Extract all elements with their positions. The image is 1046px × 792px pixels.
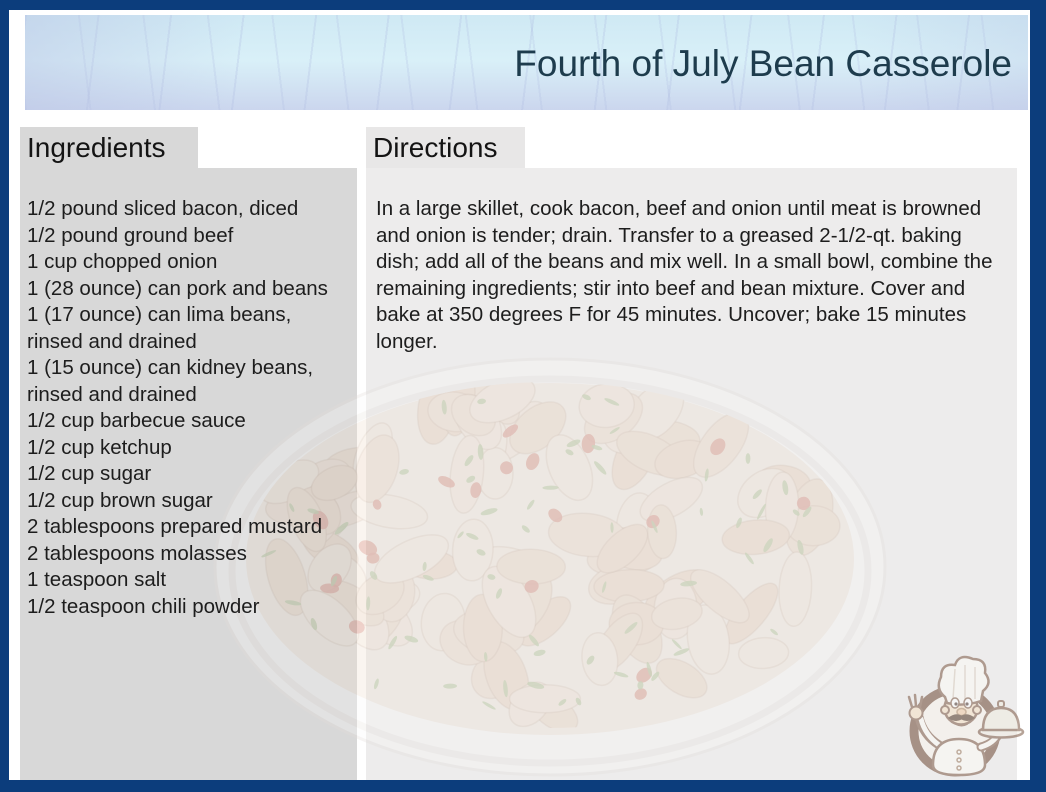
- ingredient-item: 2 tablespoons molasses: [27, 541, 247, 565]
- ingredients-list: [20, 196, 343, 620]
- ingredient-item: 1/2 teaspoon chili powder: [27, 594, 260, 618]
- ingredient-item: 1/2 cup sugar: [27, 462, 152, 485]
- ingredient-item: 1/2 pound sliced bacon, diced: [27, 197, 299, 220]
- ingredient-item: 1/2 cup barbecue sauce: [27, 409, 246, 432]
- page-title: Fourth of July Bean Casserole: [514, 43, 1012, 84]
- ingredient-item: 1 (15 ounce) can kidney beans, rinsed and drained: [27, 356, 314, 406]
- directions-heading: Directions: [373, 132, 498, 163]
- ingredient-item: 1/2 pound ground beef: [27, 223, 234, 247]
- ingredient-item: 1 teaspoon salt: [27, 568, 167, 591]
- ingredient-item: 1/2 cup brown sugar: [27, 488, 213, 512]
- ingredient-item: 1 (17 ounce) can lima beans, rinsed and drained: [27, 303, 292, 353]
- ingredient-item: 2 tablespoons prepared mustard: [27, 515, 323, 538]
- ingredient-item: 1/2 cup ketchup: [27, 435, 172, 459]
- chef-logo-icon: [899, 653, 1027, 780]
- ingredients-heading: Ingredients: [27, 132, 166, 163]
- directions-text: In a large skillet, cook bacon, beef and onion until meat is browned and onion is tender; drain. Transfer to a greased 2-1/2-qt. baking dish; add all of the beans and mix well. In a small bowl, combine the remaining ingredients; stir into beef and bean mixture. Cover and bake at 350 degrees F for 45 minutes. Uncover; bake 15 minutes longer.: [376, 197, 993, 353]
- title-banner: [25, 15, 1028, 110]
- ingredient-item: 1 (28 ounce) can pork and beans: [27, 276, 328, 300]
- ingredient-item: 1 cup chopped onion: [27, 250, 218, 273]
